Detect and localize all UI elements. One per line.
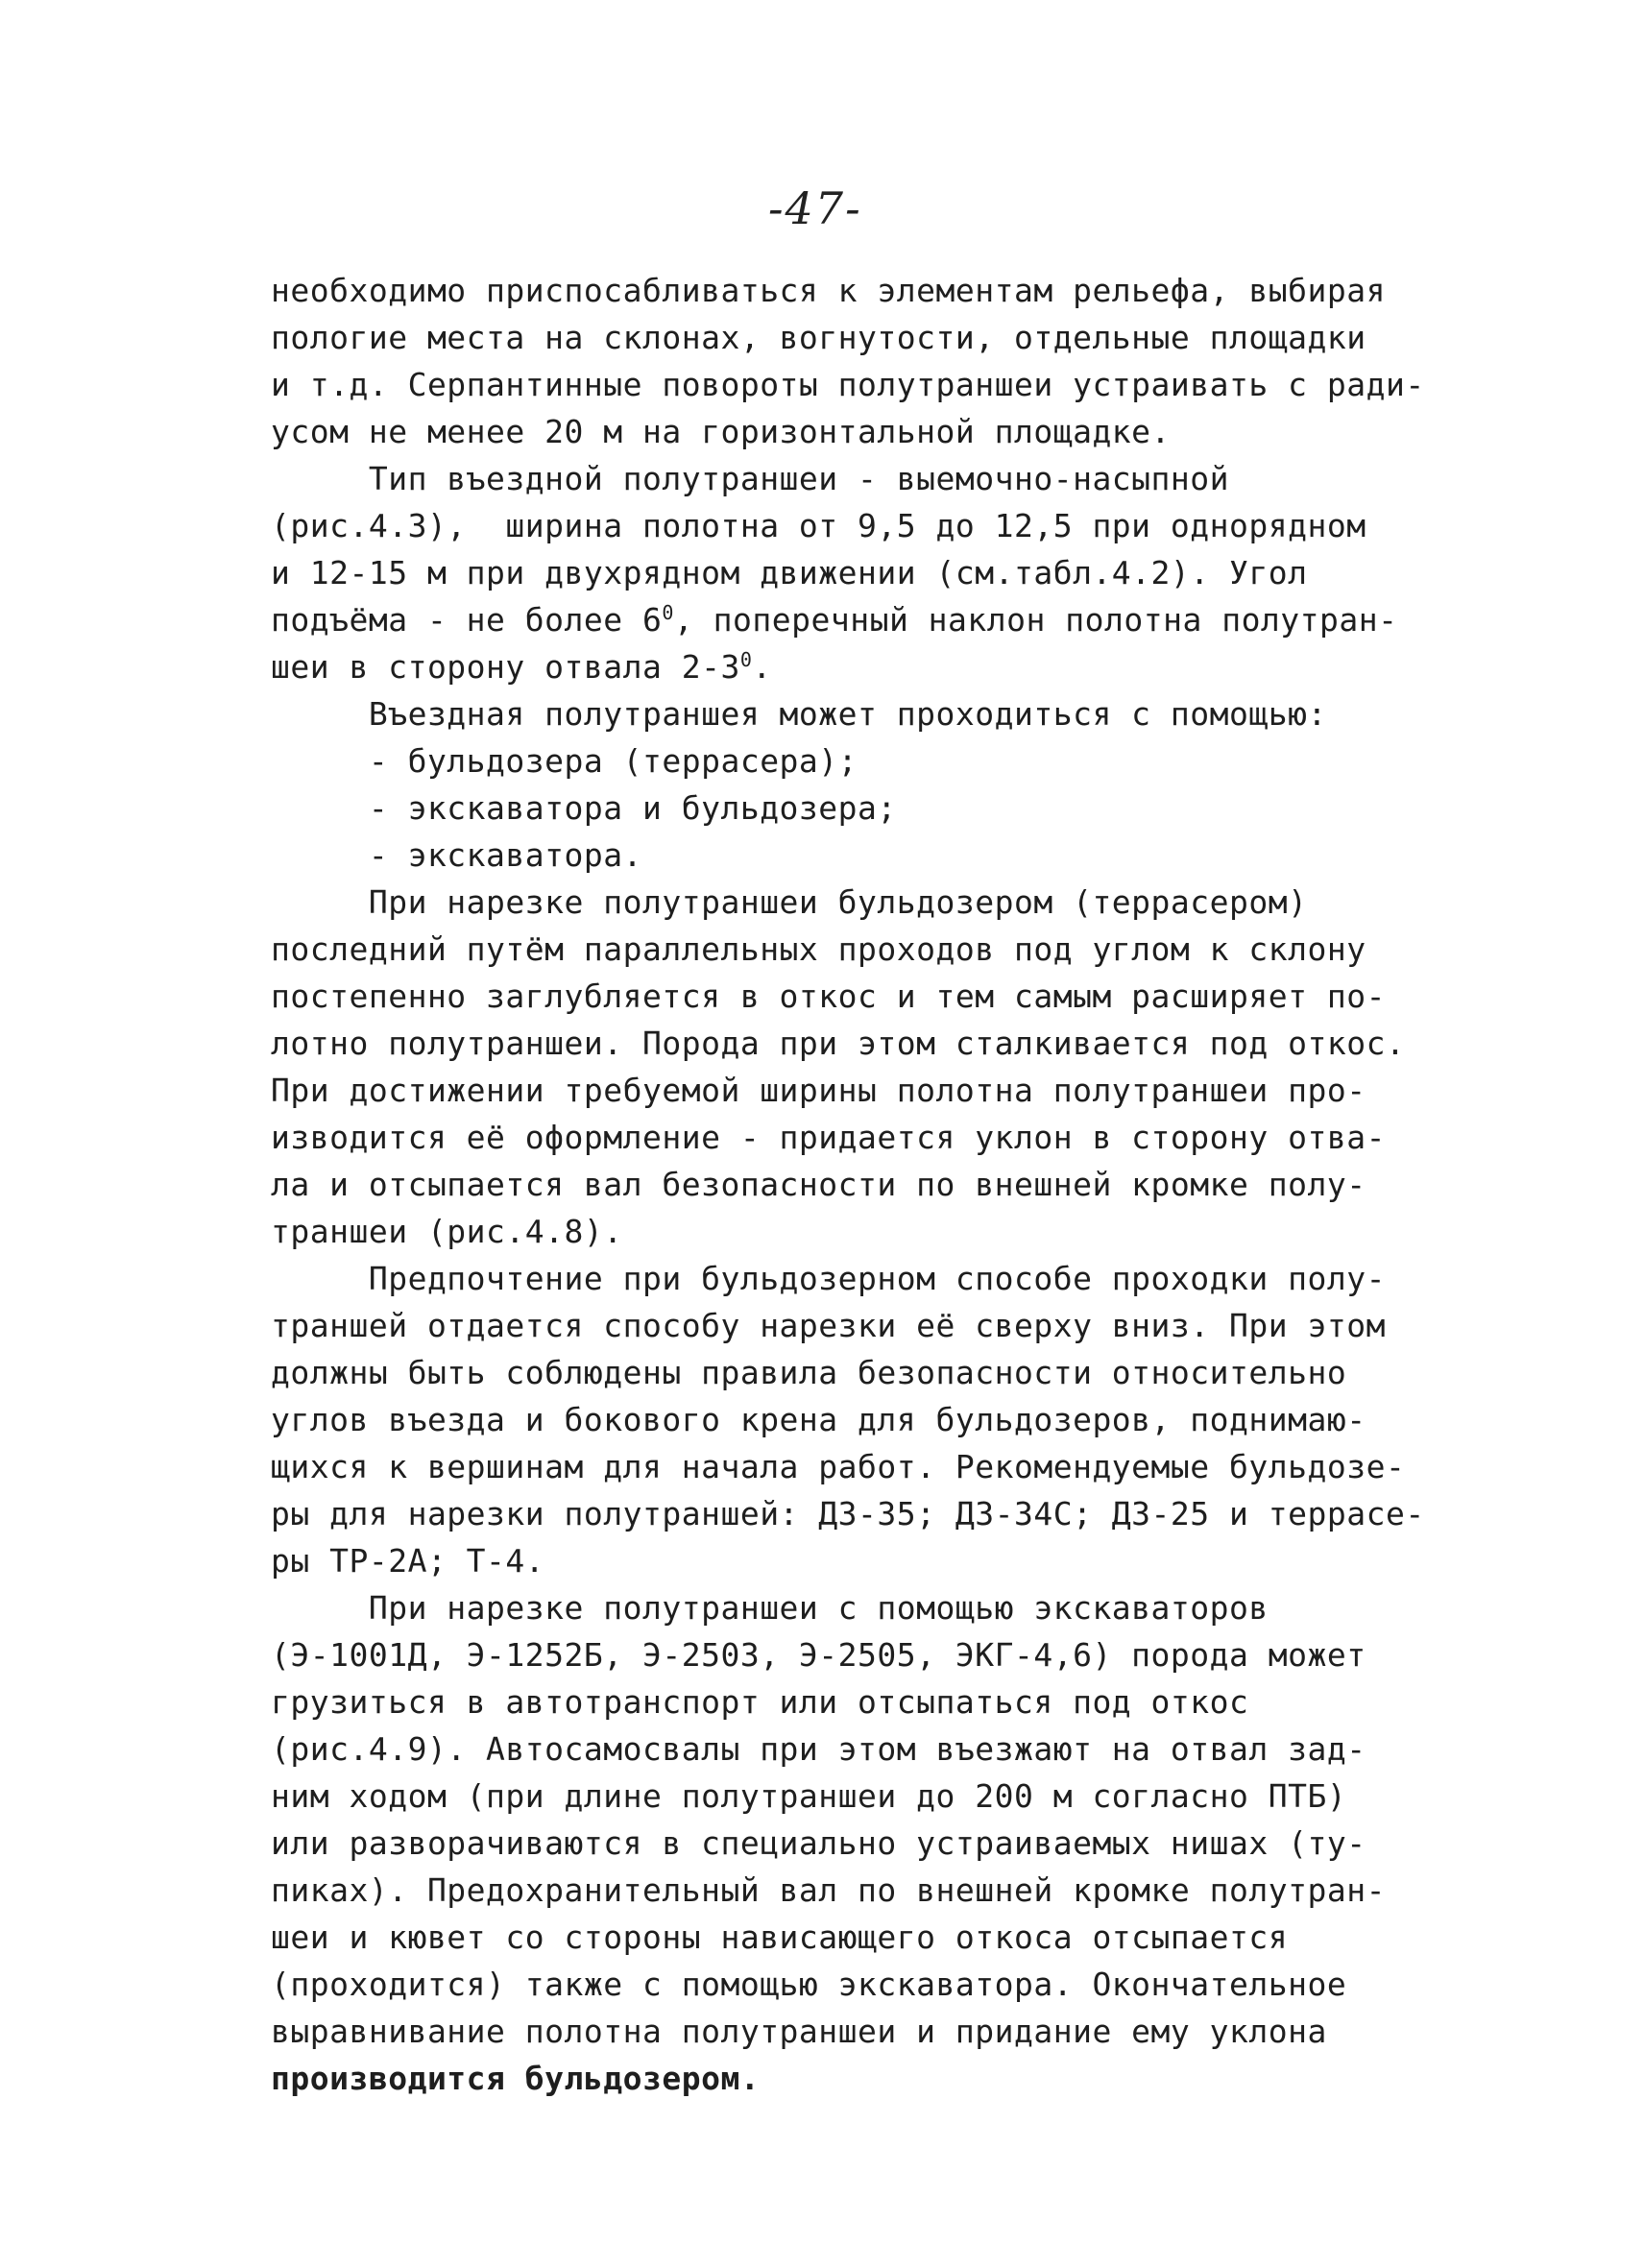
text-line: ла и отсыпается вал безопасности по внешней кромке полу- (271, 1166, 1366, 1203)
text-line: пологие места на склонах, вогнутости, отдельные площадки (271, 319, 1366, 356)
page-number: -47- (768, 182, 862, 234)
text-line: При нарезке полутраншеи бульдозером (террасером) (271, 883, 1308, 921)
text-line: траншеи (рис.4.8). (271, 1213, 623, 1250)
text-line: ры для нарезки полутраншей: ДЗ-35; ДЗ-34С; ДЗ-25 и террасе- (271, 1495, 1425, 1532)
text-line: углов въезда и бокового крена для бульдозеров, поднимаю- (271, 1401, 1366, 1438)
text-line: выравнивание полотна полутраншеи и придание ему уклона (271, 2013, 1327, 2050)
text-line: и 12-15 м при двухрядном движении (см.табл.4.2). Угол (271, 554, 1308, 591)
text-line: щихся к вершинам для начала работ. Рекомендуемые бульдозе- (271, 1448, 1406, 1485)
text-line: грузиться в автотранспорт или отсыпаться под откос (271, 1683, 1249, 1721)
text-line: пиках). Предохранительный вал по внешней кромке полутран- (271, 1871, 1386, 1909)
text-fragment: , поперечный наклон полотна полутран- (673, 601, 1398, 639)
superscript-degree: 0 (662, 601, 674, 624)
text-line: (рис.4.3), ширина полотна от 9,5 до 12,5 при однорядном (271, 507, 1366, 544)
text-line: Въездная полутраншея может проходиться с помощью: (271, 695, 1327, 733)
text-line: необходимо приспосабливаться к элементам рельефа, выбирая (271, 272, 1386, 309)
text-line: последний путём параллельных проходов под углом к склону (271, 930, 1366, 968)
text-line: и т.д. Серпантинные повороты полутраншеи устраивать с ради- (271, 366, 1425, 403)
text-line: ры ТР-2А; Т-4. (271, 1542, 545, 1580)
text-line: лотно полутраншеи. Порода при этом сталкивается под откос. (271, 1025, 1406, 1062)
text-line: должны быть соблюдены правила безопасности относительно (271, 1354, 1347, 1391)
text-line: Предпочтение при бульдозерном способе проходки полу- (271, 1260, 1386, 1297)
text-line: усом не менее 20 м на горизонтальной площадке. (271, 413, 1171, 450)
text-line: (Э-1001Д, Э-1252Б, Э-2503, Э-2505, ЭКГ-4,6) порода может (271, 1636, 1366, 1674)
text-line-with-superscript (271, 596, 1398, 643)
text-line: ним ходом (при длине полутраншеи до 200 м согласно ПТБ) (271, 1777, 1347, 1815)
text-line: При нарезке полутраншеи с помощью экскаваторов (271, 1589, 1269, 1627)
text-line: или разворачиваются в специально устраиваемых нишах (ту- (271, 1824, 1366, 1862)
text-line: При достижении требуемой ширины полотна полутраншеи про- (271, 1072, 1366, 1109)
list-item: - экскаватора и бульдозера; (271, 789, 897, 827)
text-line: изводится её оформление - придается уклон в сторону отва- (271, 1119, 1386, 1156)
text-line: производится бульдозером. (271, 2060, 761, 2097)
text-fragment: шеи в сторону отвала 2-3 (271, 648, 740, 686)
text-line: постепенно заглубляется в откос и тем самым расширяет по- (271, 977, 1386, 1015)
body-text (271, 267, 1425, 2102)
text-line: (проходится) также с помощью экскаватора. Окончательное (271, 1966, 1347, 2003)
text-fragment: . (752, 648, 772, 686)
superscript-degree: 0 (739, 648, 753, 671)
text-line-with-superscript (271, 643, 1385, 690)
text-line: траншей отдается способу нарезки её сверху вниз. При этом (271, 1307, 1386, 1344)
list-item: - бульдозера (террасера); (271, 742, 858, 780)
list-item: - экскаватора. (271, 836, 642, 874)
text-fragment: подъёма - не более 6 (271, 601, 663, 639)
text-line: шеи и кювет со стороны нависающего откоса отсыпается (271, 1918, 1289, 1956)
text-line: Тип въездной полутраншеи - выемочно-насыпной (271, 460, 1230, 497)
text-line: (рис.4.9). Автосамосвалы при этом въезжают на отвал зад- (271, 1730, 1366, 1768)
